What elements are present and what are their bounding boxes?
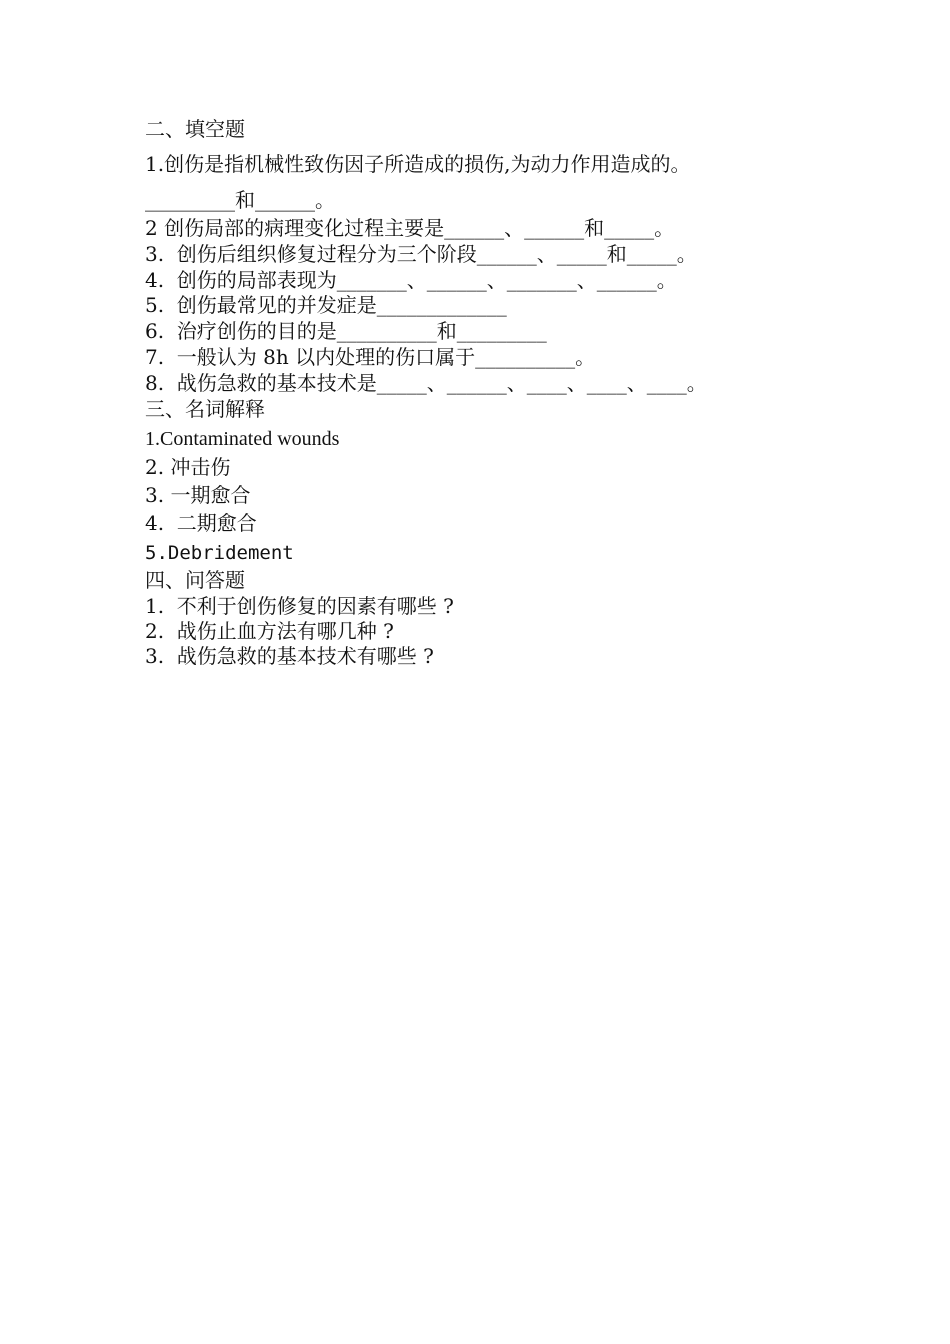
qa-question-3: 3. 战伤急救的基本技术有哪些 ? <box>145 644 434 668</box>
question-1-line-1: 1.创伤是指机械性致伤因子所造成的损伤,为动力作用造成的。 <box>145 152 691 176</box>
term-5: 5.Debridement <box>145 542 294 564</box>
qa-question-1: 1. 不利于创伤修复的因素有哪些 ? <box>145 594 454 618</box>
section-heading-qa: 四、问答题 <box>145 568 245 592</box>
question-6: 6. 治疗创伤的目的是__________和_________ <box>145 319 547 343</box>
question-2: 2 创伤局部的病理变化过程主要是______、______和_____。 <box>145 216 675 240</box>
question-7: 7. 一般认为 8h 以内处理的伤口属于__________。 <box>145 345 596 369</box>
question-5: 5. 创伤最常见的并发症是_____________ <box>145 293 507 317</box>
term-4: 4. 二期愈合 <box>145 511 257 535</box>
qa-question-2: 2. 战伤止血方法有哪几种 ? <box>145 619 394 643</box>
question-4: 4. 创伤的局部表现为_______、______、_______、______。 <box>145 268 677 292</box>
term-2: 2. 冲击伤 <box>145 455 231 479</box>
section-heading-terms: 三、名词解释 <box>145 397 265 421</box>
question-3: 3. 创伤后组织修复过程分为三个阶段______、_____和_____。 <box>145 242 697 266</box>
section-heading-fill-blank: 二、填空题 <box>145 117 245 141</box>
term-3: 3. 一期愈合 <box>145 483 251 507</box>
term-1: 1.Contaminated wounds <box>145 428 340 450</box>
question-8: 8. 战伤急救的基本技术是_____、______、____、____、____。 <box>145 371 707 395</box>
question-1-line-2: _________和______。 <box>145 188 335 212</box>
